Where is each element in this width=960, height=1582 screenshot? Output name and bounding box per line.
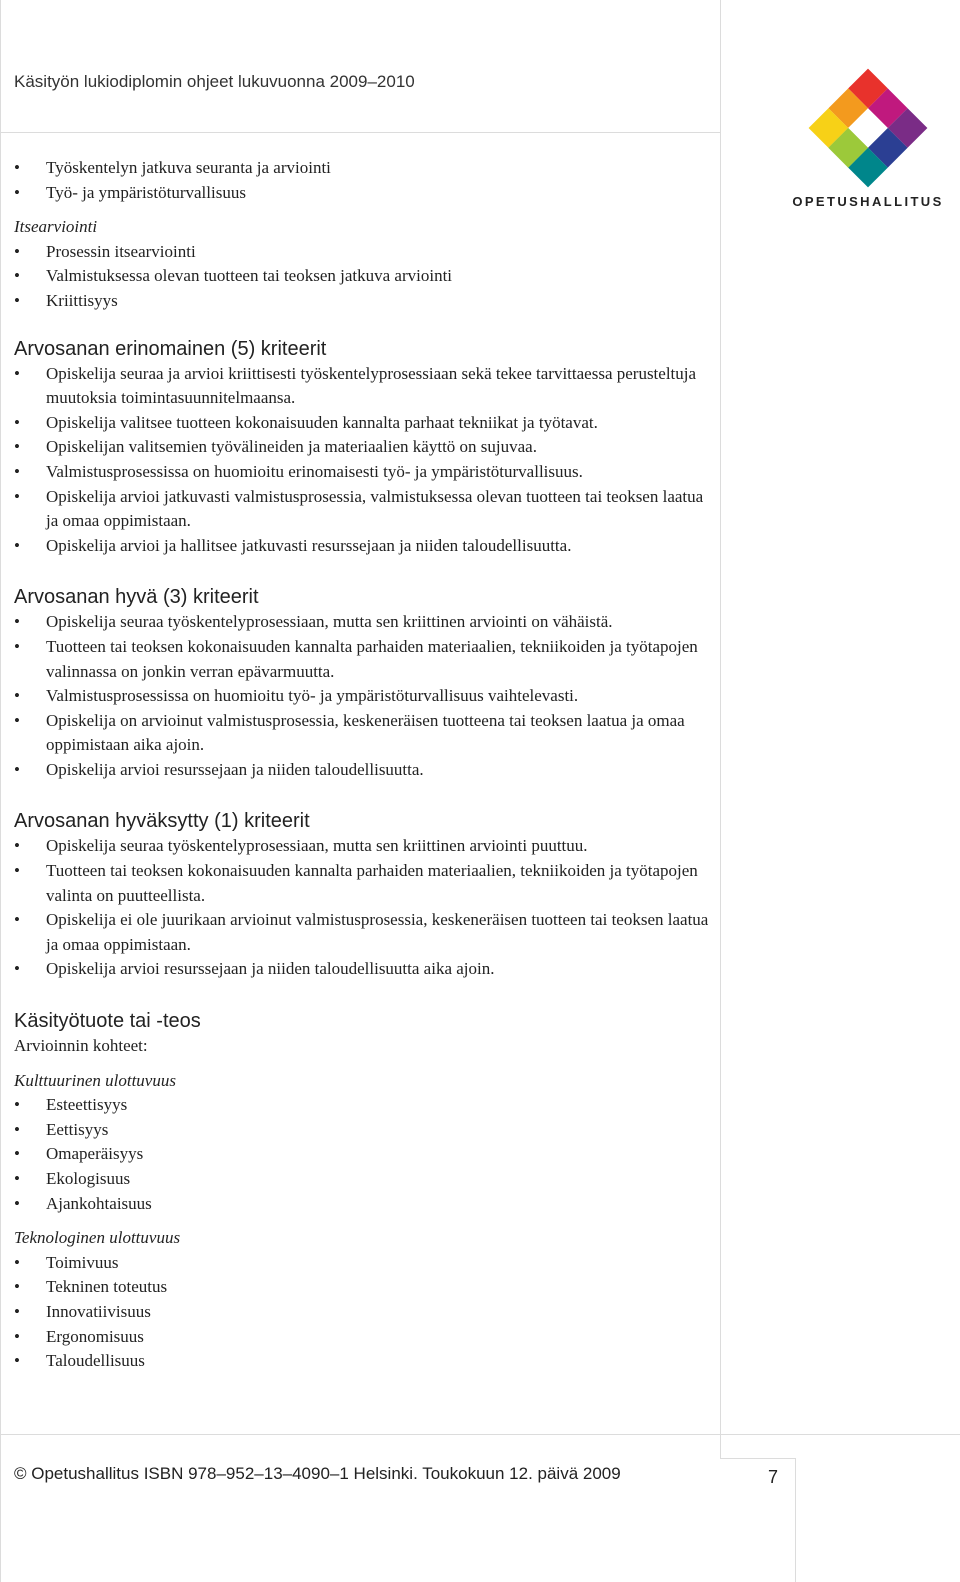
grade5-heading: Arvosanan erinomainen (5) kriteerit	[14, 337, 327, 360]
page-number-divider	[795, 1458, 796, 1582]
list-item: • Prosessin itsearviointi	[14, 240, 714, 265]
footer-imprint: © Opetushallitus ISBN 978–952–13–4090–1 Helsinki. Toukokuun 12. päivä 2009	[14, 1464, 621, 1483]
cultural-list	[14, 1093, 714, 1216]
page-number: 7	[768, 1467, 779, 1487]
list-item: • Opiskelija arvioi jatkuvasti valmistusprosessia, valmistuksessa olevan tuotteen tai teoksen laatua ja omaa oppimistaan.	[14, 485, 714, 534]
page-number-rule	[720, 1458, 796, 1459]
page-right-divider	[720, 0, 721, 1458]
grade5-list	[14, 362, 714, 559]
list-item: • Opiskelija seuraa työskentelyprosessiaan, mutta sen kriittinen arviointi on vähäistä.	[14, 610, 714, 635]
product-heading: Käsityötuote tai -teos	[14, 1010, 201, 1033]
list-item: • Opiskelija arvioi resurssejaan ja niiden taloudellisuutta aika ajoin.	[14, 957, 714, 982]
list-item: • Opiskelija valitsee tuotteen kokonaisuuden kannalta parhaat tekniikat ja työtavat.	[14, 411, 714, 436]
list-item: • Ekologisuus	[14, 1167, 714, 1192]
list-item: • Opiskelija seuraa työskentelyprosessiaan, mutta sen kriittinen arviointi puuttuu.	[14, 834, 714, 859]
cultural-heading: Kulttuurinen ulottuvuus	[14, 1070, 176, 1090]
list-item: • Valmistusprosessissa on huomioitu erinomaisesti työ- ja ympäristöturvallisuus.	[14, 460, 714, 485]
header-rule	[0, 132, 720, 133]
list-item: • Ergonomisuus	[14, 1325, 714, 1350]
list-item: • Opiskelija on arvioinut valmistusprosessia, keskeneräisen tuotteena tai teoksen laatua ja omaa oppimistaan aika ajoin.	[14, 709, 714, 758]
logo-wordmark: OPETUSHALLITUS	[792, 194, 944, 209]
list-item: • Omaperäisyys	[14, 1142, 714, 1167]
technological-list	[14, 1251, 714, 1374]
list-item: • Tekninen toteutus	[14, 1275, 714, 1300]
list-item: • Opiskelija arvioi resurssejaan ja niiden taloudellisuutta.	[14, 758, 714, 783]
list-item: • Valmistusprosessissa on huomioitu työ- ja ympäristöturvallisuus vaihtelevasti.	[14, 684, 714, 709]
grade1-list	[14, 834, 714, 982]
list-item: • Tuotteen tai teoksen kokonaisuuden kannalta parhaiden materiaalien, tekniikoiden ja työtapojen valinnassa on jonkin verran epävarmuutta.	[14, 635, 714, 684]
list-item: • Tuotteen tai teoksen kokonaisuuden kannalta parhaiden materiaalien, tekniikoiden ja työtapojen valinta on puutteellista.	[14, 859, 714, 908]
list-item: • Toimivuus	[14, 1251, 714, 1276]
list-item: • Opiskelija arvioi ja hallitsee jatkuvasti resurssejaan ja niiden taloudellisuutta.	[14, 534, 714, 559]
main-content	[14, 156, 714, 1374]
footer-rule	[0, 1434, 960, 1435]
grade3-list	[14, 610, 714, 782]
list-item: • Kriittisyys	[14, 289, 714, 314]
list-item: • Innovatiivisuus	[14, 1300, 714, 1325]
list-item: • Opiskelija seuraa ja arvioi kriittisesti työskentelyprosessiaan sekä tekee tarvittaessa perusteltuja muutoksia toimintasuunnitelmaansa.	[14, 362, 714, 411]
opetushallitus-logo	[788, 68, 948, 209]
technological-heading: Teknologinen ulottuvuus	[14, 1228, 181, 1248]
list-item: • Taloudellisuus	[14, 1349, 714, 1374]
list-item: • Valmistuksessa olevan tuotteen tai teoksen jatkuva arviointi	[14, 264, 714, 289]
page-left-border	[0, 0, 1, 1582]
list-item: • Opiskelijan valitsemien työvälineiden ja materiaalien käyttö on sujuvaa.	[14, 435, 714, 460]
list-item: • Opiskelija ei ole juurikaan arvioinut valmistusprosessia, keskeneräisen tuotteen tai teoksen laatua ja omaa oppimistaan.	[14, 908, 714, 957]
list-item: • Eettisyys	[14, 1118, 714, 1143]
logo-diamond-icon	[808, 68, 928, 188]
list-item: • Työ- ja ympäristöturvallisuus	[14, 181, 714, 206]
itsearviointi-list	[14, 240, 714, 314]
grade1-heading: Arvosanan hyväksytty (1) kriteerit	[14, 810, 310, 833]
intro-list	[14, 156, 714, 205]
page-header-title: Käsityön lukiodiplomin ohjeet lukuvuonna 2009–2010	[14, 72, 415, 91]
list-item: • Ajankohtaisuus	[14, 1192, 714, 1217]
product-subtitle: Arvioinnin kohteet:	[14, 1036, 148, 1056]
list-item: • Esteettisyys	[14, 1093, 714, 1118]
grade3-heading: Arvosanan hyvä (3) kriteerit	[14, 586, 259, 609]
itsearviointi-heading: Itsearviointi	[14, 217, 98, 237]
list-item: • Työskentelyn jatkuva seuranta ja arviointi	[14, 156, 714, 181]
